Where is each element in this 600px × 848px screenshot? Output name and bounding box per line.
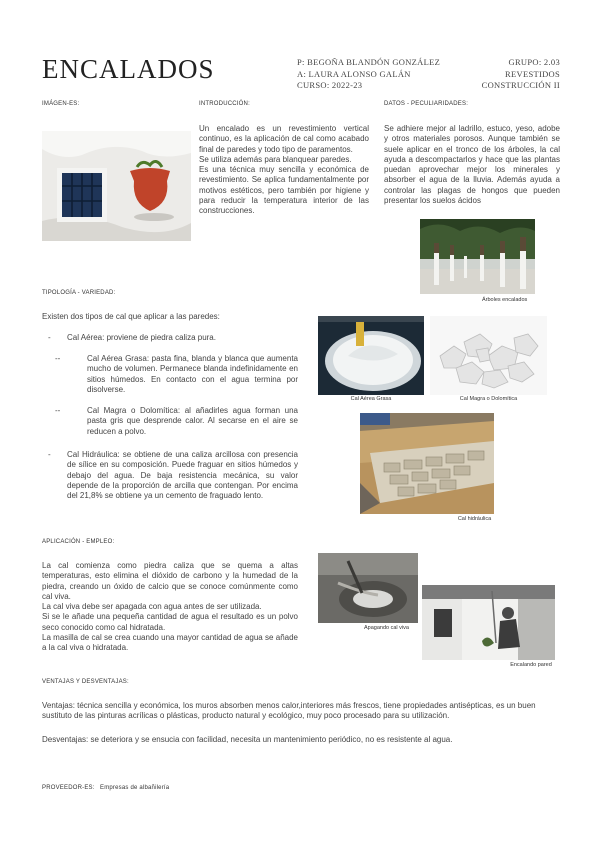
group-number: GRUPO: 2.03	[508, 57, 560, 67]
application-line-4: La masilla de cal se crea cuando una mayor cantidad de agua se añade a la cal viva o hidratada.	[42, 633, 298, 653]
intro-text	[199, 124, 369, 217]
cal-hidraulica-photo	[360, 413, 494, 514]
whitewashing-wall-photo	[422, 585, 555, 660]
whitewashed-wall-photo	[42, 131, 191, 241]
whitewashed-trees-photo	[420, 219, 535, 294]
application-line-3: Si se le añade una pequeña cantidad de agua el resultado es un polvo seco conocido como cal hidratada.	[42, 612, 298, 632]
slaking-caption: Apagando cal viva	[364, 625, 409, 631]
advantages-text: Ventajas: técnica sencilla y económica, los muros absorben menos calor,interiores más frescos, tiene propiedades antisépticas, es un buen sustituto de las pinturas acrílicas o plásticas, producto natural y ecológico, muy poco procesado para su utilización.	[42, 701, 536, 721]
images-section-label: IMÁGEN-ES:	[42, 101, 80, 107]
group-block	[482, 57, 560, 92]
slaking-lime-photo	[318, 553, 418, 623]
application-text	[42, 561, 298, 654]
application-line-2: La cal viva debe ser apagada con agua antes de ser utilizada.	[42, 602, 262, 612]
page-title: ENCALADOS	[42, 54, 215, 84]
typology-item-cal-magra: Cal Magra o Dolomítica: al añadirles agua forman una pasta gris que desprende calor. Al secarse en el aire se reducen a polvo.	[87, 406, 298, 436]
suppliers-section-label: PROVEEDOR-ES:	[42, 785, 95, 791]
bullet-dash: -	[48, 333, 51, 342]
intro-section-label: INTRODUCCIÓN:	[199, 101, 250, 107]
typology-item-cal-aerea: Cal Aérea: proviene de piedra caliza pura.	[67, 333, 216, 342]
whitewashing-caption: Encalando pared	[510, 662, 552, 668]
typology-item-cal-grasa: Cal Aérea Grasa: pasta fina, blanda y blanca que aumenta mucho de volumen. Permanece blanda indefinidamente en sitios húmedos. En contacto con el agua termina por disolverse.	[87, 354, 298, 394]
cal-aerea-grasa-photo	[318, 316, 424, 395]
intro-paragraph-2: Se utiliza además para blanquear paredes.	[199, 154, 352, 164]
typology-item-cal-hidraulica: Cal Hidráulica: se obtiene de una caliza arcillosa con presencia de sílice en su composición. Puede fraguar en sitios húmedos y debajo del agua. De baja resistencia mecánica, su valor depende de la proporción de arcilla que contengan. Por encima del 21,8% se obtiene ya un cemento de fraguado lento.	[67, 450, 298, 501]
disadvantages-text: Desventajas: se deteriora y se ensucia con facilidad, necesita un mantenimiento periódico, no es resistente al agua.	[42, 735, 453, 744]
cal-grasa-caption: Cal Aérea Grasa	[350, 396, 392, 402]
cal-hidraulica-caption: Cal hidráulica	[457, 516, 492, 522]
application-section-label: APLICACIÓN - EMPLEO:	[42, 539, 115, 545]
authors-block	[297, 57, 440, 92]
cal-magra-caption: Cal Magra o Dolomítica	[459, 396, 518, 402]
intro-paragraph-3: Es una técnica muy sencilla y económica de revestimiento. Se aplica fundamentalmente por motivos estéticos, pero también por higiene y para reducir la temperatura interior de las construcciones.	[199, 165, 369, 216]
cal-magra-photo	[430, 316, 547, 395]
subject-name: REVESTIDOS	[505, 68, 560, 79]
typology-intro: Existen dos tipos de cal que aplicar a las paredes:	[42, 312, 220, 321]
data-text: Se adhiere mejor al ladrillo, estuco, yeso, adobe y otros materiales porosos. Aunque también se suele aplicar en el tronco de los árboles, la cal ayuda a descompactarlos y hace que las plantas puedan aprovechar mejor los minerales y absorber el agua de la lluvia. Además ayuda a controlar las plagas de hongos que pueden presentar los suelos ácidos	[384, 124, 560, 206]
student-name: A: LAURA ALONSO GALÁN	[297, 68, 411, 79]
suppliers-value: Empresas de albañilería	[100, 785, 170, 791]
pros-cons-section-label: VENTAJAS Y DESVENTAJAS:	[42, 679, 129, 685]
professor-name: P: BEGOÑA BLANDÓN GONZÁLEZ	[297, 57, 441, 67]
bullet-double-dash: --	[55, 406, 61, 415]
course-name: CONSTRUCCIÓN II	[481, 80, 560, 90]
bullet-double-dash: --	[55, 354, 61, 363]
typology-section-label: TIPOLOGÍA - VARIEDAD:	[42, 290, 116, 296]
application-line-1: La cal comienza como piedra caliza que se quema a altas temperaturas, esto elimina el dióxido de carbono y la humedad de la piedra, creando un óxido de calcio que se conoce comúnmente como cal viva.	[42, 561, 298, 601]
intro-paragraph-1: Un encalado es un revestimiento vertical continuo, es la aplicación de cal como acabado final de paredes y todo tipo de paramentos.	[199, 124, 369, 154]
data-section-label: DATOS - PECULIARIDADES:	[384, 101, 469, 107]
trees-caption: Árboles encalados	[482, 297, 528, 303]
bullet-dash: -	[48, 450, 51, 459]
course-year: CURSO: 2022-23	[297, 80, 363, 90]
